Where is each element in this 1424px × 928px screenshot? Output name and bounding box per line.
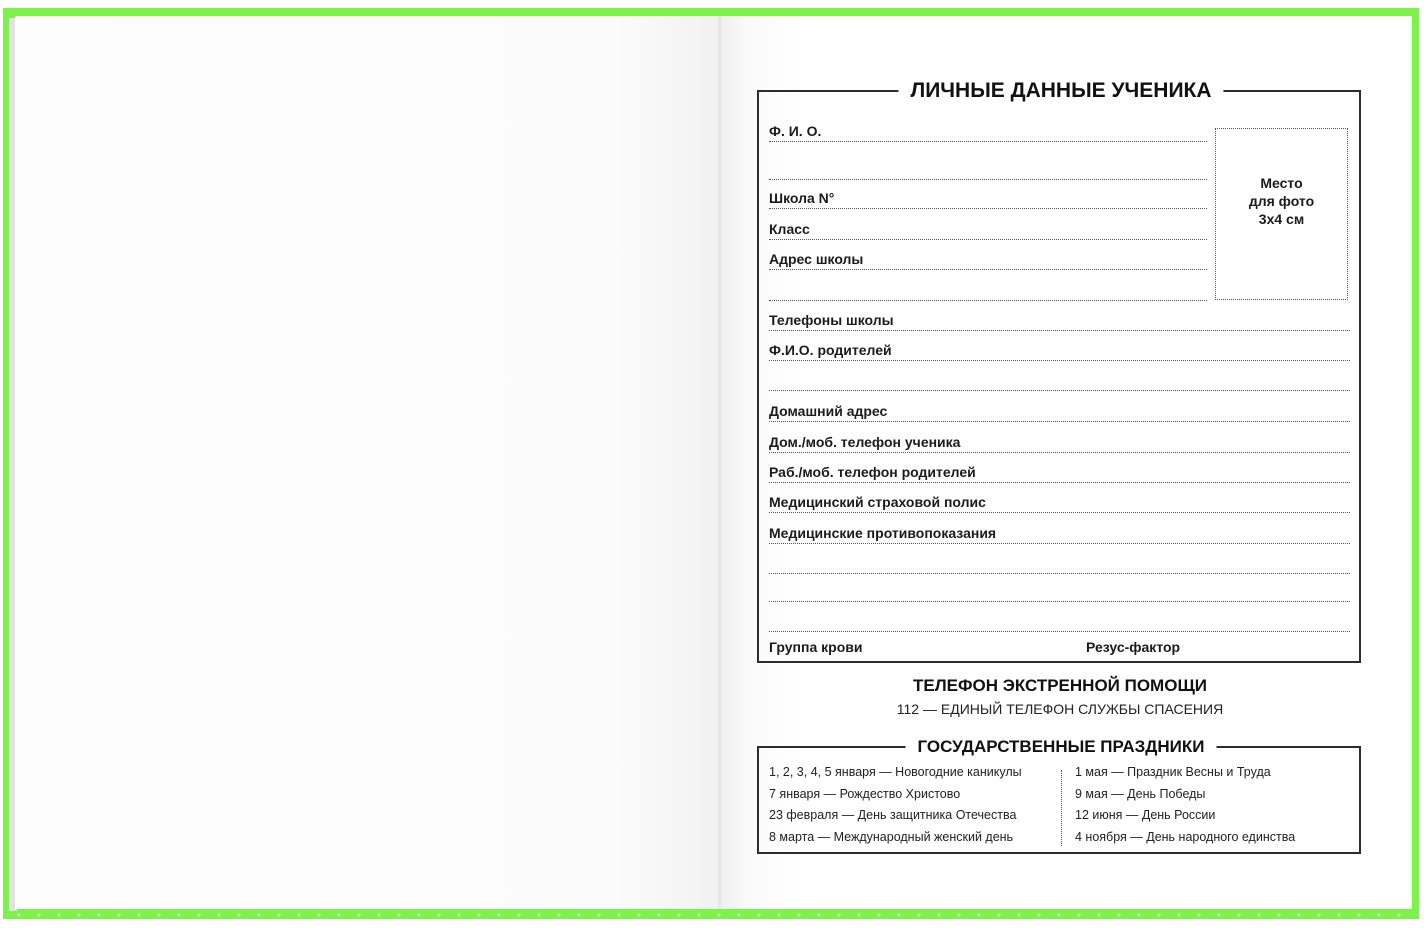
holidays-right-column <box>1075 762 1295 848</box>
field-school-address-line2[interactable] <box>769 275 1207 301</box>
photo-label-line1: Место <box>1260 175 1303 191</box>
holiday-item: 8 марта — Международный женский день <box>769 829 1014 844</box>
holidays-section <box>757 737 1361 854</box>
photo-placeholder <box>1215 128 1348 300</box>
emergency-title: ТЕЛЕФОН ЭКСТРЕННОЙ ПОМОЩИ <box>913 676 1207 695</box>
field-school-phones[interactable]: Телефоны школы <box>769 305 1350 331</box>
holiday-item: 1, 2, 3, 4, 5 января — Новогодние каникулы <box>769 765 1022 779</box>
notebook-spine <box>718 16 721 909</box>
field-contraindications-line3[interactable] <box>769 576 1350 602</box>
holiday-item: 7 января — Рождество Христово <box>769 786 961 801</box>
field-parents-name[interactable]: Ф.И.О. родителей <box>769 335 1350 361</box>
field-parents-phone[interactable]: Раб./моб. телефон родителей <box>769 457 1350 483</box>
holidays-divider <box>1061 770 1062 846</box>
holiday-item: 9 мая — День Победы <box>1075 786 1206 801</box>
field-school-number[interactable]: Школа N° <box>769 183 1207 209</box>
field-medical-contraindications[interactable]: Медицинские противопоказания <box>769 518 1350 544</box>
emergency-subtitle: 112 — ЕДИНЫЙ ТЕЛЕФОН СЛУЖБЫ СПАСЕНИЯ <box>896 701 1224 717</box>
field-contraindications-line4[interactable] <box>769 606 1350 632</box>
holiday-item: 4 ноября — День народного единства <box>1075 829 1296 844</box>
holidays-left-column <box>769 762 1022 848</box>
blood-group-label: Группа крови <box>769 639 863 655</box>
field-home-address[interactable]: Домашний адрес <box>769 396 1350 422</box>
photo-label-line2: для фото <box>1248 193 1315 209</box>
cover-dots <box>9 913 1413 917</box>
field-school-address[interactable]: Адрес школы <box>769 244 1207 270</box>
left-page-blank <box>15 16 720 909</box>
rh-factor-label: Резус-фактор <box>1086 639 1181 655</box>
personal-data-title: ЛИЧНЫЕ ДАННЫЕ УЧЕНИКА <box>898 78 1223 104</box>
personal-data-section <box>757 79 1361 663</box>
field-insurance-policy[interactable]: Медицинский страховой полис <box>769 487 1350 513</box>
holidays-title: ГОСУДАРСТВЕННЫЕ ПРАЗДНИКИ <box>905 736 1216 758</box>
field-class[interactable]: Класс <box>769 214 1207 240</box>
field-student-phone[interactable]: Дом./моб. телефон ученика <box>769 427 1350 453</box>
holiday-item: 1 мая — Праздник Весны и Труда <box>1075 765 1271 779</box>
field-full-name[interactable]: Ф. И. О. <box>769 116 1207 142</box>
photo-label-line3: 3х4 см <box>1258 211 1305 227</box>
field-full-name-line2[interactable] <box>769 154 1207 180</box>
field-parents-name-line2[interactable] <box>769 365 1350 391</box>
field-contraindications-line2[interactable] <box>769 548 1350 574</box>
holiday-item: 12 июня — День России <box>1075 808 1216 822</box>
holiday-item: 23 февраля — День защитника Отечества <box>769 808 1017 822</box>
